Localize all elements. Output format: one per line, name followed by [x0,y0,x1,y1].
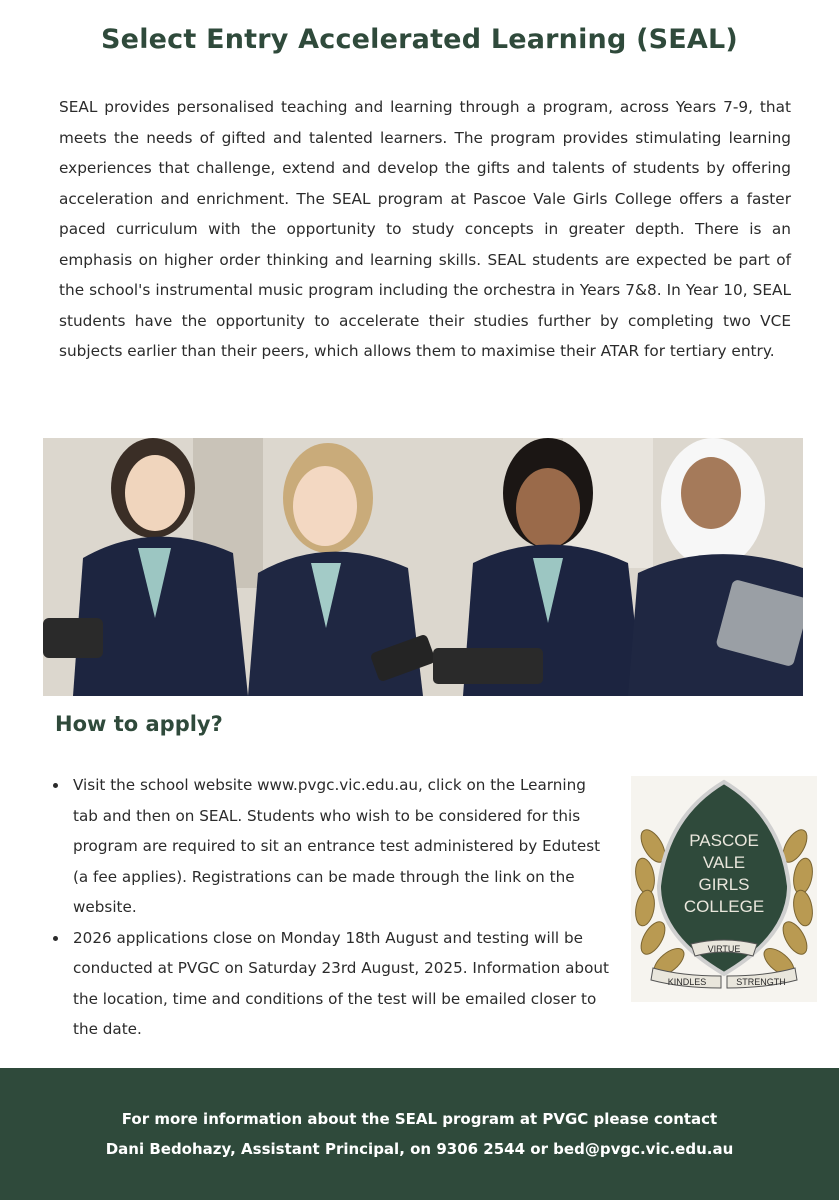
how-to-apply-heading: How to apply? [55,712,223,736]
intro-paragraph: SEAL provides personalised teaching and learning through a program, across Years 7-9, that meets the needs of gifted and talented learners. The program provides stimulating learning experiences that challenge, extend and develop the gifts and talents of students by offering acceleration and enrichment. The SEAL program at Pascoe Vale Girls College offers a faster paced curriculum with the opportunity to study concepts in greater depth. There is an emphasis on higher order thinking and learning skills. SEAL students are expected be part of the school's instrumental music program including the orchestra in Years 7&8. In Year 10, SEAL students have the opportunity to accelerate their studies further by completing two VCE subjects earlier than their peers, which allows them to maximise their ATAR for tertiary entry. [59,98,791,360]
bullet-icon [53,936,58,941]
students-photo [43,438,803,696]
bullet-icon [53,783,58,788]
apply-list [53,770,613,1045]
motto-word: VIRTUE [707,944,741,954]
footer-line-2: Dani Bedohazy, Assistant Principal, on 9306 2544 or bed@pvgc.vic.edu.au [105,1140,734,1158]
list-item [53,923,613,1045]
crest-line: COLLEGE [683,897,765,916]
list-item [53,770,613,923]
list-item-text: Visit the school website www.pvgc.vic.edu.au, click on the Learning tab and then on SEAL. Students who wish to be considered for this program are required to sit an entrance test administered by Edutest (a fee applies). Registrations can be made through the link on the website. [73,776,601,916]
contact-footer [0,1068,839,1200]
school-crest [631,776,817,1002]
list-item-text: 2026 applications close on Monday 18th August and testing will be conducted at PVGC on Saturday 23rd August, 2025. Information about the location, time and conditions of the test will be emailed closer to the date. [73,928,609,1038]
crest-line: PASCOE [689,831,759,850]
crest-line: GIRLS [698,875,750,894]
crest-line: VALE [702,853,746,872]
motto-word: STRENGTH [736,977,786,987]
motto-word: KINDLES [667,977,707,987]
footer-line-1: For more information about the SEAL program at PVGC please contact [121,1110,718,1128]
page-title: Select Entry Accelerated Learning (SEAL) [101,24,738,55]
